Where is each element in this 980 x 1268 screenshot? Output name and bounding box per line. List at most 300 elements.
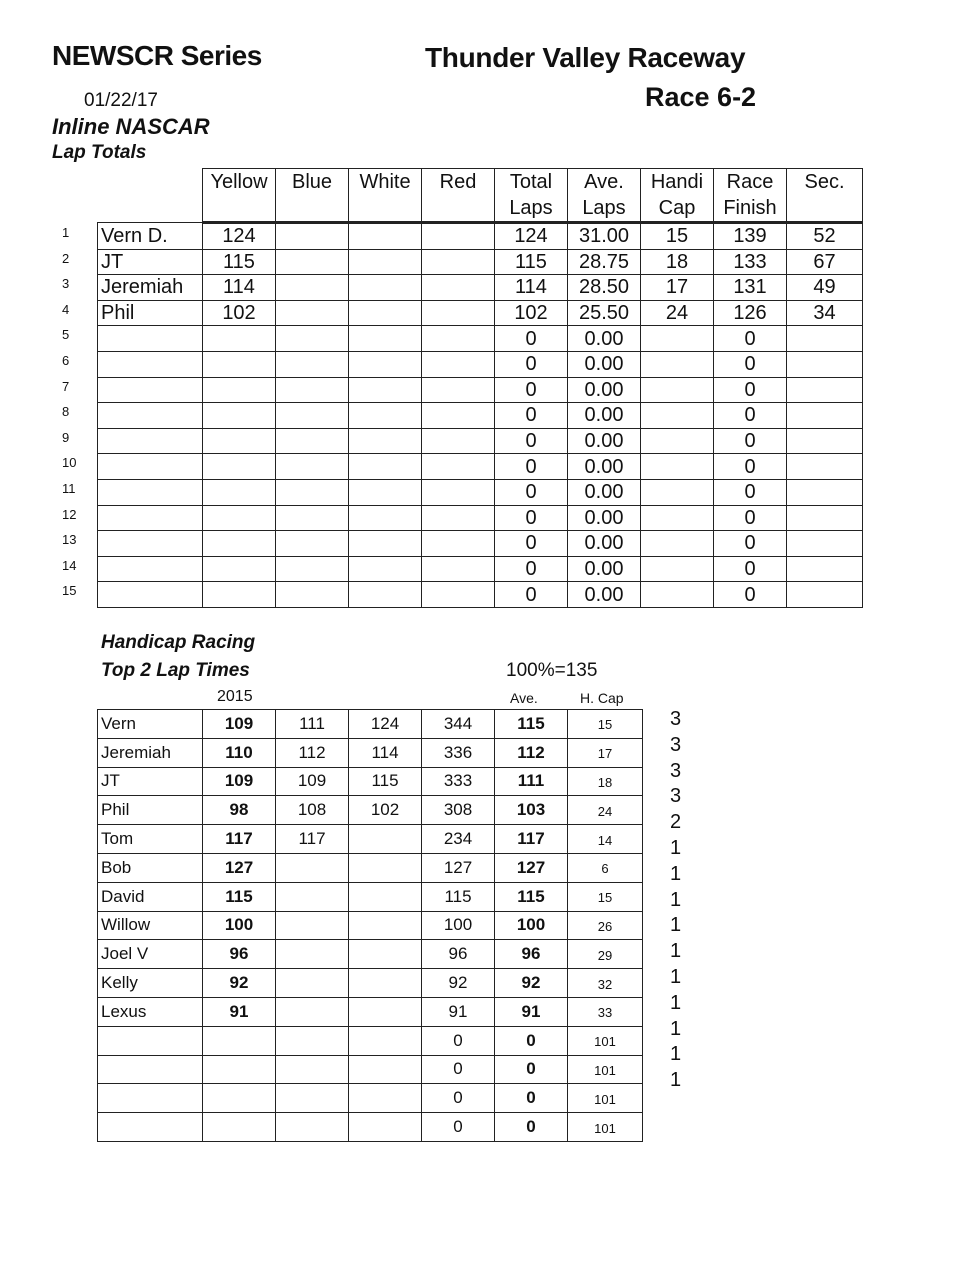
cell-t2 <box>349 969 422 998</box>
cell-y2015: 109 <box>203 710 276 739</box>
cell-y2015 <box>203 1055 276 1084</box>
cell-red <box>422 275 495 301</box>
race-count: 1 <box>670 1069 682 1092</box>
cell-y2015: 109 <box>203 767 276 796</box>
cell-yellow <box>203 351 276 377</box>
cell-red <box>422 505 495 531</box>
cell-white <box>349 403 422 429</box>
cell-yellow <box>203 582 276 608</box>
table-row <box>98 454 863 480</box>
table-row <box>98 275 863 301</box>
race-count: 3 <box>670 708 682 730</box>
table-row <box>98 300 863 326</box>
cell-sum: 308 <box>422 796 495 825</box>
cell-y2015: 110 <box>203 738 276 767</box>
cell-hcap: 24 <box>568 796 643 825</box>
cell-y2015: 117 <box>203 825 276 854</box>
cell-name <box>98 556 203 582</box>
table-row <box>98 582 863 608</box>
track-title: Thunder Valley Raceway <box>425 42 746 73</box>
cell-sec <box>787 351 863 377</box>
cell-white <box>349 275 422 301</box>
cell-finish: 0 <box>714 377 787 403</box>
row-number: 15 <box>62 583 77 599</box>
cell-hcap: 26 <box>568 911 643 940</box>
cell-handicap: 24 <box>641 300 714 326</box>
cell-white <box>349 326 422 352</box>
cell-sec <box>787 428 863 454</box>
cell-yellow <box>203 454 276 480</box>
cell-total: 0 <box>495 403 568 429</box>
cell-sum: 0 <box>422 1055 495 1084</box>
cell-name <box>98 428 203 454</box>
cell-finish: 0 <box>714 505 787 531</box>
cell-ave: 0.00 <box>568 556 641 582</box>
cell-ave: 0.00 <box>568 582 641 608</box>
cell-name <box>98 531 203 557</box>
cell-y2015: 91 <box>203 997 276 1026</box>
table-row <box>98 825 643 854</box>
cell-name: Vern D. <box>98 223 203 250</box>
hcap-label: H. Cap <box>580 690 624 706</box>
cell-yellow: 102 <box>203 300 276 326</box>
cell-total: 0 <box>495 505 568 531</box>
cell-t2: 115 <box>349 767 422 796</box>
cell-total: 0 <box>495 556 568 582</box>
cell-ave: 0.00 <box>568 377 641 403</box>
cell-ave: 0.00 <box>568 479 641 505</box>
cell-red <box>422 454 495 480</box>
cell-hcap: 101 <box>568 1026 643 1055</box>
cell-handicap <box>641 479 714 505</box>
cell-total: 115 <box>495 249 568 275</box>
cell-handicap: 15 <box>641 223 714 250</box>
cell-handicap: 17 <box>641 275 714 301</box>
cell-total: 102 <box>495 300 568 326</box>
cell-ave: 100 <box>495 911 568 940</box>
cell-name <box>98 377 203 403</box>
cell-yellow <box>203 479 276 505</box>
handicap-subtitle: Top 2 Lap Times <box>101 660 250 681</box>
cell-yellow: 114 <box>203 275 276 301</box>
column-header: Total Laps <box>495 169 568 223</box>
cell-total: 0 <box>495 479 568 505</box>
cell-name <box>98 1113 203 1142</box>
cell-name: Bob <box>98 853 203 882</box>
cell-handicap <box>641 403 714 429</box>
cell-ave: 115 <box>495 882 568 911</box>
cell-ave: 111 <box>495 767 568 796</box>
cell-sec <box>787 479 863 505</box>
cell-yellow <box>203 531 276 557</box>
race-count: 1 <box>670 991 682 1014</box>
cell-ave: 0.00 <box>568 403 641 429</box>
cell-yellow <box>203 326 276 352</box>
race-count: 3 <box>670 759 682 782</box>
column-header: Sec. <box>787 169 863 223</box>
cell-total: 0 <box>495 582 568 608</box>
cell-name <box>98 326 203 352</box>
cell-yellow: 115 <box>203 249 276 275</box>
race-date: 01/22/17 <box>84 90 158 111</box>
row-number: 7 <box>62 378 70 394</box>
race-count: 1 <box>670 966 682 988</box>
cell-t2 <box>349 1026 422 1055</box>
table-row <box>98 738 643 767</box>
cell-ave: 0.00 <box>568 351 641 377</box>
cell-t1 <box>276 997 349 1026</box>
table-row <box>98 556 863 582</box>
cell-sec <box>787 326 863 352</box>
cell-name: JT <box>98 767 203 796</box>
cell-sec <box>787 377 863 403</box>
cell-yellow <box>203 505 276 531</box>
race-count: 1 <box>670 862 682 885</box>
row-number: 4 <box>62 301 70 317</box>
row-number: 1 <box>62 225 70 240</box>
race-count: 1 <box>670 914 682 937</box>
cell-handicap: 18 <box>641 249 714 275</box>
cell-name <box>98 351 203 377</box>
percent-note: 100%=135 <box>506 660 598 681</box>
cell-ave: 0.00 <box>568 428 641 454</box>
column-header: Blue <box>276 169 349 223</box>
cell-sec: 34 <box>787 300 863 326</box>
cell-t1 <box>276 853 349 882</box>
cell-ave: 0 <box>495 1113 568 1142</box>
cell-t2: 102 <box>349 796 422 825</box>
table-row <box>98 531 863 557</box>
cell-finish: 131 <box>714 275 787 301</box>
cell-total: 0 <box>495 531 568 557</box>
cell-y2015 <box>203 1084 276 1113</box>
cell-blue <box>276 403 349 429</box>
table-row <box>98 377 863 403</box>
cell-yellow <box>203 377 276 403</box>
year-label: 2015 <box>217 688 253 705</box>
cell-sum: 127 <box>422 853 495 882</box>
cell-sec: 52 <box>787 223 863 250</box>
race-count: 2 <box>670 811 682 834</box>
cell-name: Phil <box>98 796 203 825</box>
cell-name: JT <box>98 249 203 275</box>
cell-yellow: 124 <box>203 223 276 250</box>
cell-name <box>98 505 203 531</box>
row-number: 11 <box>62 481 76 496</box>
cell-name: Phil <box>98 300 203 326</box>
cell-blue <box>276 531 349 557</box>
cell-blue <box>276 351 349 377</box>
cell-hcap: 101 <box>568 1084 643 1113</box>
cell-t2 <box>349 882 422 911</box>
cell-ave: 0.00 <box>568 505 641 531</box>
table-row <box>98 940 643 969</box>
row-number: 9 <box>62 429 70 445</box>
cell-name: Jeremiah <box>98 738 203 767</box>
cell-t2 <box>349 1055 422 1084</box>
table-row <box>98 767 643 796</box>
cell-y2015: 100 <box>203 911 276 940</box>
cell-total: 124 <box>495 223 568 250</box>
cell-name <box>98 454 203 480</box>
cell-t2 <box>349 825 422 854</box>
table-row <box>98 796 643 825</box>
column-header: Red <box>422 169 495 223</box>
handicap-title: Handicap Racing <box>101 632 256 653</box>
cell-blue <box>276 249 349 275</box>
cell-y2015: 92 <box>203 969 276 998</box>
cell-blue <box>276 326 349 352</box>
cell-name <box>98 1055 203 1084</box>
cell-ave: 103 <box>495 796 568 825</box>
row-number: 13 <box>62 532 77 548</box>
cell-red <box>422 223 495 250</box>
cell-ave: 92 <box>495 969 568 998</box>
table-row <box>98 997 643 1026</box>
cell-red <box>422 351 495 377</box>
cell-ave: 0.00 <box>568 326 641 352</box>
cell-handicap <box>641 454 714 480</box>
cell-sum: 96 <box>422 940 495 969</box>
series-title: NEWSCR Series <box>52 40 262 71</box>
cell-sec <box>787 403 863 429</box>
cell-red <box>422 582 495 608</box>
cell-blue <box>276 223 349 250</box>
cell-handicap <box>641 351 714 377</box>
cell-finish: 139 <box>714 223 787 250</box>
cell-sum: 91 <box>422 997 495 1026</box>
cell-blue <box>276 377 349 403</box>
cell-hcap: 101 <box>568 1113 643 1142</box>
cell-name: Lexus <box>98 997 203 1026</box>
cell-red <box>422 300 495 326</box>
cell-t1 <box>276 1026 349 1055</box>
cell-t1: 117 <box>276 825 349 854</box>
cell-white <box>349 531 422 557</box>
column-header: White <box>349 169 422 223</box>
cell-red <box>422 531 495 557</box>
cell-white <box>349 479 422 505</box>
table-row <box>98 911 643 940</box>
cell-ave: 0 <box>495 1055 568 1084</box>
cell-t2: 124 <box>349 710 422 739</box>
cell-t1 <box>276 969 349 998</box>
cell-handicap <box>641 556 714 582</box>
cell-handicap <box>641 377 714 403</box>
cell-t1: 112 <box>276 738 349 767</box>
cell-sec <box>787 454 863 480</box>
row-number: 12 <box>62 506 77 522</box>
cell-t1: 109 <box>276 767 349 796</box>
cell-sum: 115 <box>422 882 495 911</box>
cell-handicap <box>641 505 714 531</box>
cell-sum: 0 <box>422 1026 495 1055</box>
handicap-table <box>97 709 643 1142</box>
cell-ave: 91 <box>495 997 568 1026</box>
cell-ave: 25.50 <box>568 300 641 326</box>
cell-ave: 0 <box>495 1084 568 1113</box>
cell-total: 0 <box>495 377 568 403</box>
cell-red <box>422 403 495 429</box>
cell-ave: 96 <box>495 940 568 969</box>
cell-sum: 92 <box>422 969 495 998</box>
cell-sum: 100 <box>422 911 495 940</box>
lap-totals-table <box>97 168 863 608</box>
cell-finish: 133 <box>714 249 787 275</box>
cell-sum: 344 <box>422 710 495 739</box>
race-count: 1 <box>670 837 682 859</box>
cell-ave: 112 <box>495 738 568 767</box>
cell-sec: 49 <box>787 275 863 301</box>
cell-blue <box>276 556 349 582</box>
cell-ave: 28.75 <box>568 249 641 275</box>
cell-finish: 0 <box>714 582 787 608</box>
row-number: 10 <box>62 455 77 471</box>
cell-t1 <box>276 882 349 911</box>
cell-blue <box>276 479 349 505</box>
row-number: 6 <box>62 353 70 368</box>
table-row <box>98 403 863 429</box>
cell-finish: 0 <box>714 479 787 505</box>
table-row <box>98 505 863 531</box>
cell-finish: 0 <box>714 556 787 582</box>
cell-white <box>349 428 422 454</box>
race-count: 3 <box>670 733 682 756</box>
cell-red <box>422 428 495 454</box>
cell-hcap: 17 <box>568 738 643 767</box>
cell-blue <box>276 505 349 531</box>
cell-finish: 0 <box>714 403 787 429</box>
cell-handicap <box>641 428 714 454</box>
table-row <box>98 853 643 882</box>
cell-t1 <box>276 940 349 969</box>
cell-handicap <box>641 531 714 557</box>
cell-red <box>422 326 495 352</box>
cell-yellow <box>203 403 276 429</box>
cell-t1: 111 <box>276 710 349 739</box>
table-row <box>98 428 863 454</box>
cell-white <box>349 556 422 582</box>
column-header: Handi Cap <box>641 169 714 223</box>
cell-blue <box>276 300 349 326</box>
cell-sec <box>787 582 863 608</box>
cell-sum: 234 <box>422 825 495 854</box>
cell-y2015: 127 <box>203 853 276 882</box>
cell-sum: 336 <box>422 738 495 767</box>
table-row <box>98 1055 643 1084</box>
cell-y2015: 96 <box>203 940 276 969</box>
cell-finish: 0 <box>714 454 787 480</box>
race-count: 3 <box>670 785 682 808</box>
cell-sec <box>787 531 863 557</box>
cell-white <box>349 454 422 480</box>
cell-finish: 0 <box>714 428 787 454</box>
cell-name: Vern <box>98 710 203 739</box>
cell-ave: 0 <box>495 1026 568 1055</box>
table-row <box>98 969 643 998</box>
cell-name <box>98 403 203 429</box>
cell-hcap: 29 <box>568 940 643 969</box>
cell-red <box>422 377 495 403</box>
cell-hcap: 32 <box>568 969 643 998</box>
race-count: 1 <box>670 1043 682 1066</box>
cell-t2 <box>349 911 422 940</box>
table-row <box>98 710 643 739</box>
class-title: Inline NASCAR <box>52 114 210 139</box>
cell-white <box>349 377 422 403</box>
cell-blue <box>276 275 349 301</box>
cell-name: Jeremiah <box>98 275 203 301</box>
cell-sec <box>787 556 863 582</box>
row-number: 3 <box>62 276 70 292</box>
cell-t1: 108 <box>276 796 349 825</box>
cell-t1 <box>276 911 349 940</box>
cell-t2 <box>349 1113 422 1142</box>
ave-label: Ave. <box>510 690 538 706</box>
cell-name: Willow <box>98 911 203 940</box>
cell-total: 114 <box>495 275 568 301</box>
cell-yellow <box>203 428 276 454</box>
cell-hcap: 15 <box>568 710 643 739</box>
cell-y2015: 98 <box>203 796 276 825</box>
cell-hcap: 33 <box>568 997 643 1026</box>
cell-total: 0 <box>495 326 568 352</box>
cell-hcap: 14 <box>568 825 643 854</box>
cell-name <box>98 582 203 608</box>
cell-t1 <box>276 1084 349 1113</box>
cell-t2 <box>349 853 422 882</box>
race-count: 1 <box>670 1017 682 1040</box>
cell-ave: 0.00 <box>568 531 641 557</box>
race-title: Race 6-2 <box>645 82 757 112</box>
cell-t2 <box>349 940 422 969</box>
cell-y2015: 115 <box>203 882 276 911</box>
cell-name <box>98 479 203 505</box>
cell-sum: 0 <box>422 1084 495 1113</box>
cell-name <box>98 1084 203 1113</box>
cell-y2015 <box>203 1026 276 1055</box>
cell-hcap: 18 <box>568 767 643 796</box>
cell-ave: 0.00 <box>568 454 641 480</box>
cell-ave: 115 <box>495 710 568 739</box>
table-row <box>98 1113 643 1142</box>
cell-ave: 127 <box>495 853 568 882</box>
cell-hcap: 101 <box>568 1055 643 1084</box>
cell-t2 <box>349 997 422 1026</box>
cell-sec <box>787 505 863 531</box>
cell-name: Joel V <box>98 940 203 969</box>
column-header: Ave. Laps <box>568 169 641 223</box>
cell-finish: 0 <box>714 326 787 352</box>
column-header: Yellow <box>203 169 276 223</box>
cell-blue <box>276 454 349 480</box>
cell-finish: 126 <box>714 300 787 326</box>
cell-sum: 0 <box>422 1113 495 1142</box>
cell-red <box>422 556 495 582</box>
table-row <box>98 1084 643 1113</box>
cell-red <box>422 249 495 275</box>
cell-name: David <box>98 882 203 911</box>
table-row <box>98 351 863 377</box>
cell-sec: 67 <box>787 249 863 275</box>
race-count: 1 <box>670 888 682 911</box>
cell-name: Tom <box>98 825 203 854</box>
cell-name <box>98 1026 203 1055</box>
cell-blue <box>276 582 349 608</box>
cell-hcap: 6 <box>568 853 643 882</box>
cell-ave: 28.50 <box>568 275 641 301</box>
cell-t1 <box>276 1055 349 1084</box>
